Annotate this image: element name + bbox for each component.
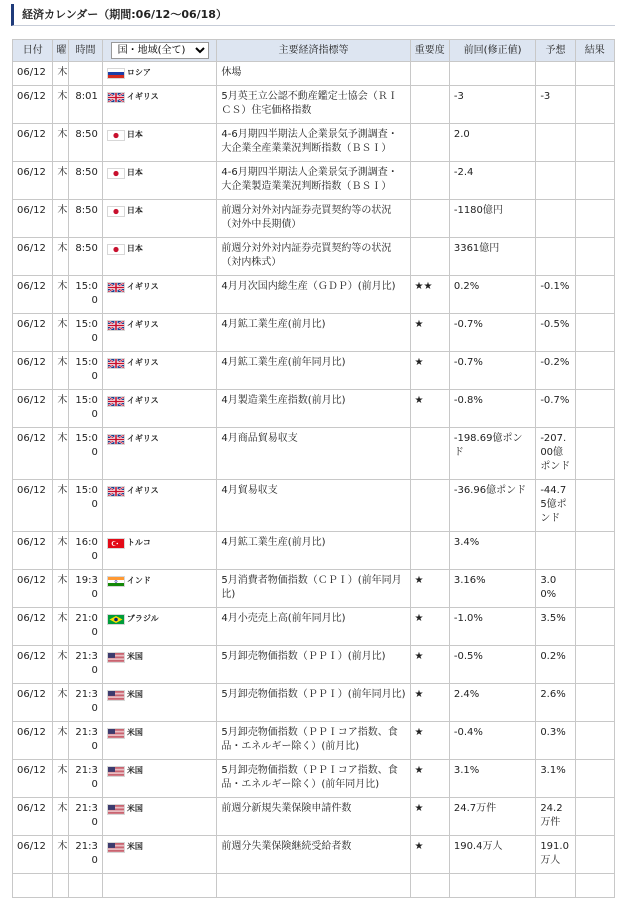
time-cell: 15:00	[69, 276, 103, 314]
country-cell	[102, 646, 217, 684]
previous-cell: -0.8%	[449, 390, 535, 428]
time-cell: 21:30	[69, 760, 103, 798]
time-cell: 19:30	[69, 570, 103, 608]
forecast-cell: 191.0万人	[536, 836, 575, 874]
dow-cell: 木	[53, 62, 69, 86]
header-forecast: 予想	[536, 40, 575, 62]
forecast-cell: 3.5%	[536, 608, 575, 646]
result-cell	[575, 352, 614, 390]
result-cell	[575, 570, 614, 608]
previous-cell: -1.0%	[449, 608, 535, 646]
dow-cell: 木	[53, 276, 69, 314]
japan-flag-icon	[107, 206, 125, 217]
date-cell: 06/12	[13, 480, 53, 532]
uk-flag-icon	[107, 92, 125, 103]
time-cell: 15:00	[69, 480, 103, 532]
date-cell: 06/12	[13, 238, 53, 276]
forecast-cell: 0.2%	[536, 646, 575, 684]
date-cell: 06/12	[13, 532, 53, 570]
result-cell	[575, 162, 614, 200]
dow-cell: 木	[53, 86, 69, 124]
table-row	[13, 798, 615, 836]
result-cell	[575, 428, 614, 480]
country-name: 米国	[126, 766, 143, 775]
forecast-cell	[536, 238, 575, 276]
importance-cell	[410, 86, 449, 124]
forecast-cell	[536, 532, 575, 570]
previous-cell: 3.1%	[449, 760, 535, 798]
date-cell: 06/12	[13, 62, 53, 86]
country-name: イギリス	[126, 358, 159, 367]
date-cell: 06/12	[13, 162, 53, 200]
country-cell	[102, 428, 217, 480]
previous-cell: -1180億円	[449, 200, 535, 238]
country-name: 日本	[126, 206, 143, 215]
indicator-cell: 4月鉱工業生産(前年同月比)	[217, 352, 410, 390]
table-row	[13, 570, 615, 608]
forecast-cell	[536, 62, 575, 86]
previous-cell: -198.69億ポンド	[449, 428, 535, 480]
uk-flag-icon	[107, 358, 125, 369]
time-cell: 8:50	[69, 238, 103, 276]
result-cell	[575, 390, 614, 428]
forecast-cell: 2.6%	[536, 684, 575, 722]
forecast-cell: 24.2万件	[536, 798, 575, 836]
russia-flag-icon	[107, 68, 125, 79]
country-name: 米国	[126, 728, 143, 737]
country-cell	[102, 480, 217, 532]
dow-cell: 木	[53, 314, 69, 352]
time-cell: 16:00	[69, 532, 103, 570]
date-cell: 06/12	[13, 608, 53, 646]
country-cell	[102, 722, 217, 760]
date-cell: 06/12	[13, 428, 53, 480]
time-cell: 21:30	[69, 646, 103, 684]
previous-cell: 190.4万人	[449, 836, 535, 874]
forecast-cell: -0.2%	[536, 352, 575, 390]
dow-cell: 木	[53, 798, 69, 836]
table-row	[13, 722, 615, 760]
dow-cell: 木	[53, 480, 69, 532]
usa-flag-icon	[107, 652, 125, 663]
time-cell: 15:00	[69, 390, 103, 428]
country-cell	[102, 760, 217, 798]
table-row	[13, 760, 615, 798]
usa-flag-icon	[107, 766, 125, 777]
forecast-cell	[536, 200, 575, 238]
country-name: イギリス	[126, 282, 159, 291]
previous-cell: 0.2%	[449, 276, 535, 314]
table-row	[13, 836, 615, 874]
country-name: 米国	[126, 804, 143, 813]
country-cell	[102, 86, 217, 124]
country-name: 日本	[126, 130, 143, 139]
table-header-row	[13, 40, 615, 62]
previous-cell	[449, 62, 535, 86]
previous-cell: -36.96億ポンド	[449, 480, 535, 532]
header-dow: 曜	[53, 40, 69, 62]
previous-cell: 3.16%	[449, 570, 535, 608]
result-cell	[575, 62, 614, 86]
date-cell: 06/12	[13, 390, 53, 428]
table-row	[13, 480, 615, 532]
result-cell	[575, 760, 614, 798]
header-region	[102, 40, 217, 62]
time-cell: 8:50	[69, 124, 103, 162]
uk-flag-icon	[107, 320, 125, 331]
date-cell: 06/12	[13, 570, 53, 608]
region-filter-select[interactable]	[111, 42, 209, 59]
importance-cell	[410, 480, 449, 532]
importance-cell: ★	[410, 684, 449, 722]
date-cell: 06/12	[13, 646, 53, 684]
uk-flag-icon	[107, 434, 125, 445]
usa-flag-icon	[107, 842, 125, 853]
page-title: 経済カレンダー（期間:06/12～06/18）	[11, 4, 615, 26]
country-name: ブラジル	[126, 614, 159, 623]
table-row	[13, 314, 615, 352]
header-previous: 前回(修正値)	[449, 40, 535, 62]
time-cell: 15:00	[69, 352, 103, 390]
japan-flag-icon	[107, 244, 125, 255]
dow-cell: 木	[53, 428, 69, 480]
indicator-cell: 前週分新規失業保険申請件数	[217, 798, 410, 836]
result-cell	[575, 798, 614, 836]
forecast-cell	[536, 162, 575, 200]
indicator-cell: 4月商品貿易収支	[217, 428, 410, 480]
forecast-cell: -207.00億ポンド	[536, 428, 575, 480]
country-name: イギリス	[126, 434, 159, 443]
usa-flag-icon	[107, 804, 125, 815]
importance-cell: ★	[410, 798, 449, 836]
country-cell	[102, 124, 217, 162]
date-cell: 06/12	[13, 836, 53, 874]
indicator-cell: 5月卸売物価指数（ＰＰＩコア指数、食品・エネルギー除く）(前年同月比)	[217, 760, 410, 798]
uk-flag-icon	[107, 486, 125, 497]
previous-cell: -0.5%	[449, 646, 535, 684]
country-name: ロシア	[126, 68, 151, 77]
economic-calendar-table	[12, 39, 615, 898]
previous-cell: -0.7%	[449, 352, 535, 390]
table-row	[13, 238, 615, 276]
indicator-cell: 前週分対外対内証券売買契約等の状況（対内株式）	[217, 238, 410, 276]
usa-flag-icon	[107, 728, 125, 739]
time-cell: 15:00	[69, 314, 103, 352]
indicator-cell: 4月鉱工業生産(前月比)	[217, 532, 410, 570]
country-cell	[102, 162, 217, 200]
indicator-cell: 5月卸売物価指数（ＰＰＩ）(前月比)	[217, 646, 410, 684]
result-cell	[575, 532, 614, 570]
country-name: 日本	[126, 168, 143, 177]
dow-cell: 木	[53, 352, 69, 390]
table-row	[13, 646, 615, 684]
importance-cell	[410, 532, 449, 570]
result-cell	[575, 276, 614, 314]
forecast-cell: 3.00%	[536, 570, 575, 608]
country-name: 日本	[126, 244, 143, 253]
indicator-cell: 前週分対外対内証券売買契約等の状況（対外中長期債）	[217, 200, 410, 238]
table-row	[13, 352, 615, 390]
date-cell: 06/12	[13, 352, 53, 390]
dow-cell: 木	[53, 646, 69, 684]
importance-cell: ★	[410, 314, 449, 352]
table-row	[13, 428, 615, 480]
result-cell	[575, 646, 614, 684]
time-cell: 21:00	[69, 608, 103, 646]
japan-flag-icon	[107, 130, 125, 141]
result-cell	[575, 238, 614, 276]
country-name: 米国	[126, 690, 143, 699]
importance-cell	[410, 428, 449, 480]
forecast-cell	[536, 124, 575, 162]
result-cell	[575, 480, 614, 532]
previous-cell: 2.4%	[449, 684, 535, 722]
date-cell: 06/12	[13, 760, 53, 798]
dow-cell: 木	[53, 722, 69, 760]
importance-cell: ★	[410, 352, 449, 390]
result-cell	[575, 684, 614, 722]
result-cell	[575, 200, 614, 238]
country-cell	[102, 836, 217, 874]
dow-cell: 木	[53, 200, 69, 238]
indicator-cell: 4月小売売上高(前年同月比)	[217, 608, 410, 646]
country-cell	[102, 314, 217, 352]
indicator-cell: 4月貿易収支	[217, 480, 410, 532]
country-cell	[102, 352, 217, 390]
table-body	[13, 62, 615, 898]
japan-flag-icon	[107, 168, 125, 179]
country-name: インド	[126, 576, 151, 585]
usa-flag-icon	[107, 690, 125, 701]
country-cell	[102, 684, 217, 722]
dow-cell: 木	[53, 162, 69, 200]
importance-cell: ★	[410, 836, 449, 874]
previous-cell: -0.4%	[449, 722, 535, 760]
indicator-cell: 4月鉱工業生産(前月比)	[217, 314, 410, 352]
time-cell: 8:50	[69, 200, 103, 238]
table-row	[13, 684, 615, 722]
country-name: イギリス	[126, 92, 159, 101]
country-cell	[102, 276, 217, 314]
result-cell	[575, 722, 614, 760]
country-cell	[102, 608, 217, 646]
country-name: イギリス	[126, 396, 159, 405]
country-name: トルコ	[126, 538, 151, 547]
table-row	[13, 200, 615, 238]
previous-cell: 3.4%	[449, 532, 535, 570]
table-row	[13, 124, 615, 162]
table-row	[13, 390, 615, 428]
result-cell	[575, 86, 614, 124]
table-row	[13, 62, 615, 86]
indicator-cell: 4月製造業生産指数(前月比)	[217, 390, 410, 428]
header-result: 結果	[575, 40, 614, 62]
country-cell	[102, 238, 217, 276]
dow-cell: 木	[53, 684, 69, 722]
country-cell	[102, 532, 217, 570]
previous-cell: 3361億円	[449, 238, 535, 276]
country-cell	[102, 570, 217, 608]
forecast-cell: -0.1%	[536, 276, 575, 314]
country-name: イギリス	[126, 486, 159, 495]
forecast-cell: -0.5%	[536, 314, 575, 352]
indicator-cell: 5月卸売物価指数（ＰＰＩ）(前年同月比)	[217, 684, 410, 722]
dow-cell: 木	[53, 532, 69, 570]
header-indicator: 主要経済指標等	[217, 40, 410, 62]
previous-cell: 2.0	[449, 124, 535, 162]
country-cell	[102, 62, 217, 86]
table-row	[13, 608, 615, 646]
country-cell	[102, 798, 217, 836]
forecast-cell: 0.3%	[536, 722, 575, 760]
uk-flag-icon	[107, 396, 125, 407]
date-cell: 06/12	[13, 124, 53, 162]
importance-cell	[410, 62, 449, 86]
dow-cell: 木	[53, 238, 69, 276]
importance-cell: ★	[410, 570, 449, 608]
importance-cell: ★★	[410, 276, 449, 314]
previous-cell: -0.7%	[449, 314, 535, 352]
date-cell: 06/12	[13, 276, 53, 314]
importance-cell	[410, 124, 449, 162]
indicator-cell: 前週分失業保険継続受給者数	[217, 836, 410, 874]
previous-cell: 24.7万件	[449, 798, 535, 836]
forecast-cell: 3.1%	[536, 760, 575, 798]
importance-cell: ★	[410, 760, 449, 798]
time-cell: 15:00	[69, 428, 103, 480]
country-name: イギリス	[126, 320, 159, 329]
time-cell: 21:30	[69, 684, 103, 722]
table-row	[13, 532, 615, 570]
dow-cell: 木	[53, 760, 69, 798]
previous-cell: -3	[449, 86, 535, 124]
table-row	[13, 276, 615, 314]
time-cell: 8:50	[69, 162, 103, 200]
uk-flag-icon	[107, 282, 125, 293]
country-cell	[102, 390, 217, 428]
indicator-cell: 4-6月期四半期法人企業景気予測調査・大企業製造業業況判断指数（ＢＳＩ）	[217, 162, 410, 200]
previous-cell: -2.4	[449, 162, 535, 200]
indicator-cell: 4月月次国内総生産（ＧＤＰ）(前月比)	[217, 276, 410, 314]
forecast-cell: -0.7%	[536, 390, 575, 428]
date-cell: 06/12	[13, 722, 53, 760]
importance-cell: ★	[410, 646, 449, 684]
indicator-cell: 4-6月期四半期法人企業景気予測調査・大企業全産業業況判断指数（ＢＳＩ）	[217, 124, 410, 162]
india-flag-icon	[107, 576, 125, 587]
country-name: 米国	[126, 842, 143, 851]
table-row	[13, 162, 615, 200]
result-cell	[575, 836, 614, 874]
importance-cell: ★	[410, 722, 449, 760]
dow-cell: 木	[53, 836, 69, 874]
result-cell	[575, 314, 614, 352]
header-importance: 重要度	[410, 40, 449, 62]
importance-cell	[410, 200, 449, 238]
dow-cell: 木	[53, 390, 69, 428]
date-cell: 06/12	[13, 86, 53, 124]
importance-cell: ★	[410, 608, 449, 646]
brazil-flag-icon	[107, 614, 125, 625]
importance-cell: ★	[410, 390, 449, 428]
dow-cell: 木	[53, 124, 69, 162]
date-cell: 06/12	[13, 200, 53, 238]
result-cell	[575, 608, 614, 646]
time-cell: 21:30	[69, 836, 103, 874]
indicator-cell: 5月消費者物価指数（ＣＰＩ）(前年同月比)	[217, 570, 410, 608]
time-cell: 21:30	[69, 798, 103, 836]
date-cell: 06/12	[13, 684, 53, 722]
turkey-flag-icon	[107, 538, 125, 549]
indicator-cell: 5月卸売物価指数（ＰＰＩコア指数、食品・エネルギー除く）(前月比)	[217, 722, 410, 760]
forecast-cell: -44.75億ポンド	[536, 480, 575, 532]
date-cell: 06/12	[13, 314, 53, 352]
indicator-cell: 5月英王立公認不動産鑑定士協会（ＲＩＣＳ）住宅価格指数	[217, 86, 410, 124]
dow-cell: 木	[53, 570, 69, 608]
forecast-cell: -3	[536, 86, 575, 124]
time-cell	[69, 62, 103, 86]
importance-cell	[410, 238, 449, 276]
result-cell	[575, 124, 614, 162]
header-time: 時間	[69, 40, 103, 62]
time-cell: 21:30	[69, 722, 103, 760]
dow-cell: 木	[53, 608, 69, 646]
header-date: 日付	[13, 40, 53, 62]
importance-cell	[410, 162, 449, 200]
date-cell: 06/12	[13, 798, 53, 836]
country-cell	[102, 200, 217, 238]
table-row	[13, 86, 615, 124]
indicator-cell: 休場	[217, 62, 410, 86]
time-cell: 8:01	[69, 86, 103, 124]
country-name: 米国	[126, 652, 143, 661]
